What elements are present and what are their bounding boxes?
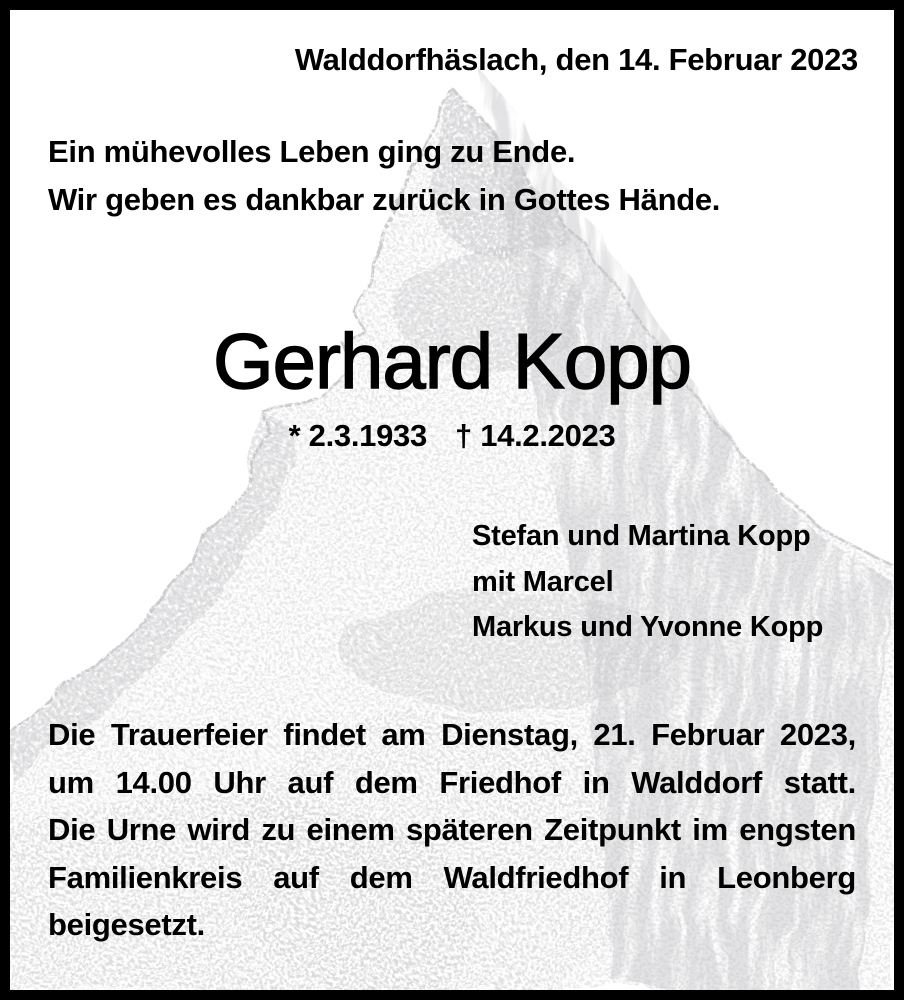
- birth-date: * 2.3.1933: [288, 418, 427, 453]
- funeral-line-1: Die Trauerfeier findet am Dienstag, 21. Februar 2023,: [48, 717, 856, 752]
- funeral-line-4: Familienkreis auf dem Waldfriedhof in Leonberg: [48, 859, 856, 895]
- funeral-line-5: beigesetzt.: [48, 907, 205, 942]
- intro-text: [48, 128, 834, 224]
- deceased-name: Gerhard Kopp: [213, 317, 691, 405]
- intro-line-1: Ein mühevolles Leben ging zu Ende.: [48, 134, 576, 169]
- funeral-info: [48, 711, 856, 949]
- funeral-line-3: Die Urne wird zu einem späteren Zeitpunkt im engsten: [48, 812, 856, 847]
- mourner-line-3: Markus und Yvonne Kopp: [472, 611, 824, 643]
- death-date: † 14.2.2023: [454, 418, 616, 453]
- mourner-line-1: Stefan und Martina Kopp: [472, 520, 811, 552]
- funeral-line-2: um 14.00 Uhr auf dem Friedhof in Walddorf statt.: [48, 764, 856, 800]
- life-dates: [10, 418, 894, 454]
- mourner-line-2: mit Marcel: [472, 565, 614, 598]
- intro-line-2: Wir geben es dankbar zurück in Gottes Hände.: [48, 182, 721, 217]
- mourners-list: [472, 514, 823, 651]
- dateline: Walddorfhäslach, den 14. Februar 2023: [294, 42, 858, 77]
